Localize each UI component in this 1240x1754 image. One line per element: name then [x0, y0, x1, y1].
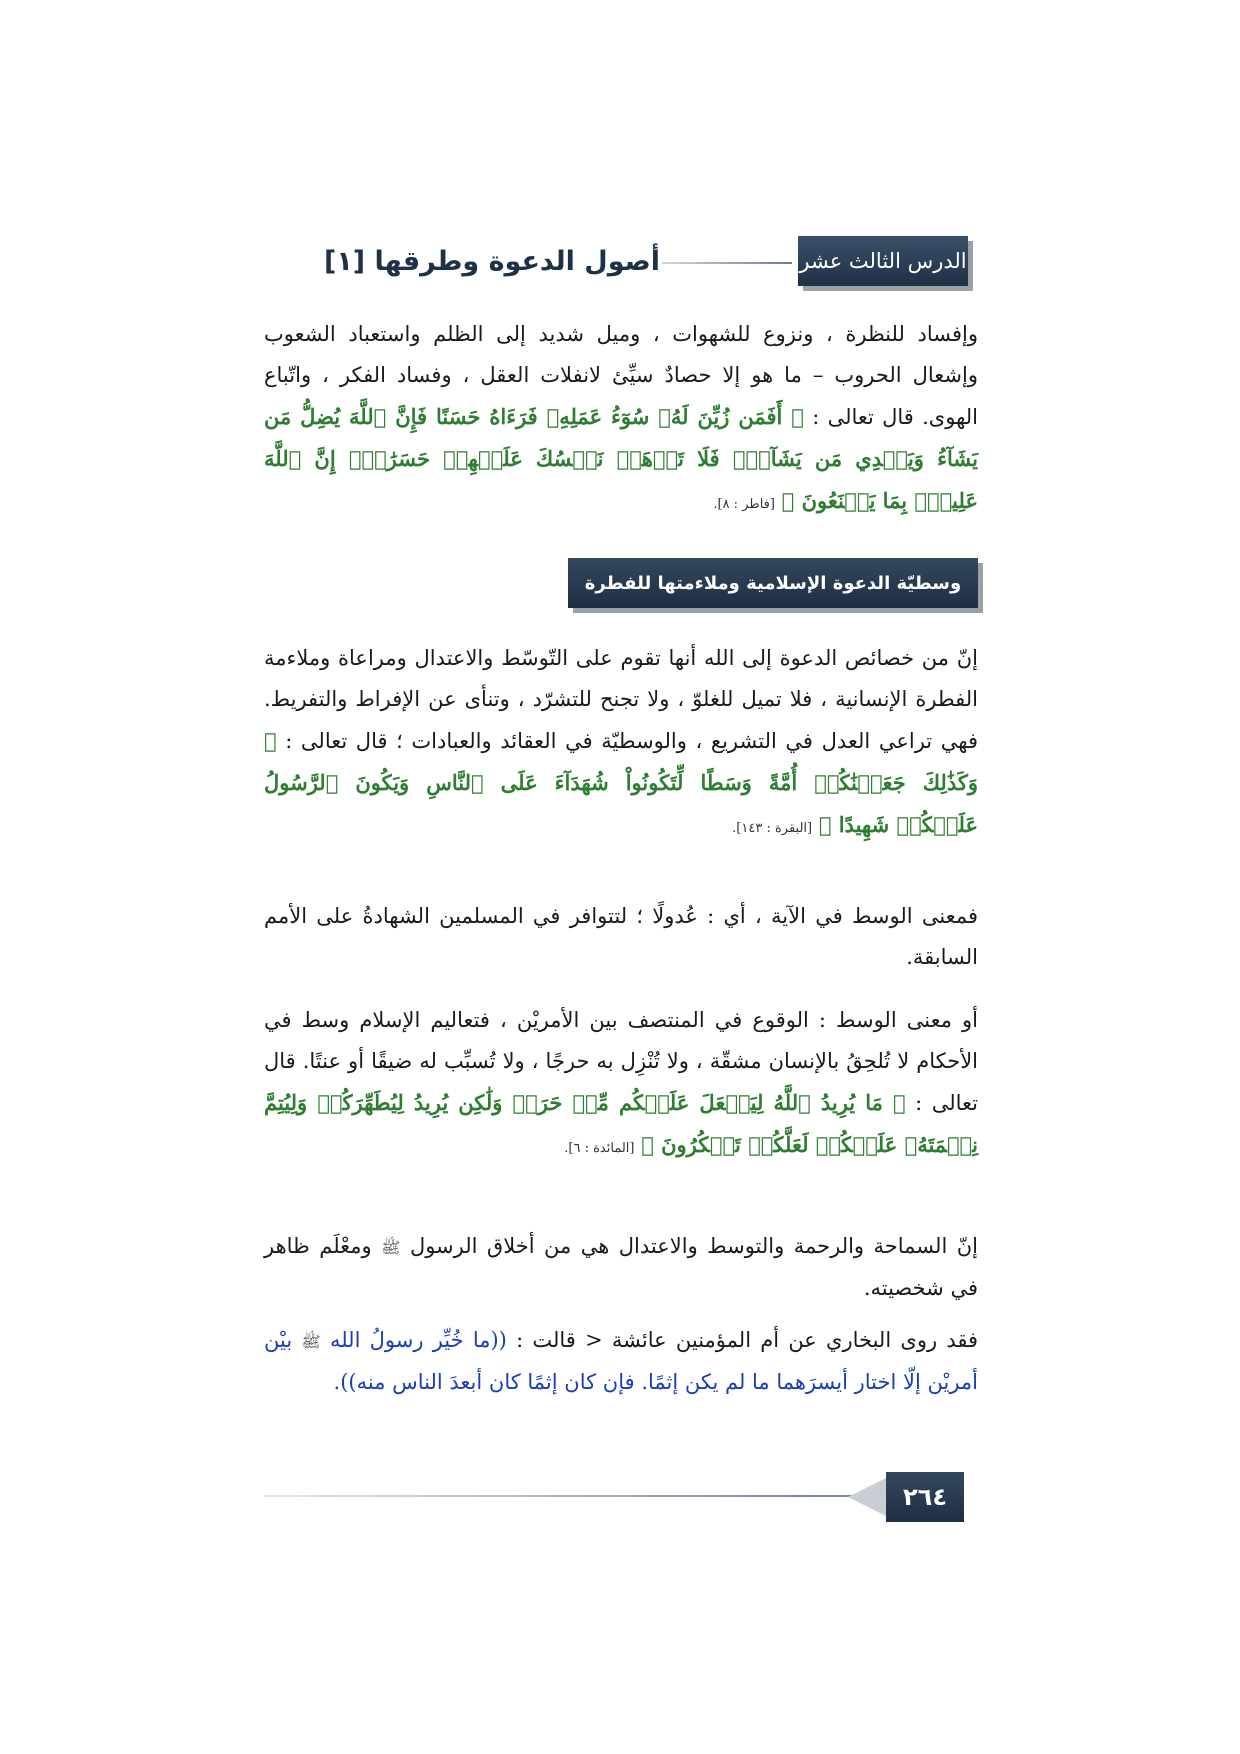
paragraph-6: [264, 1320, 978, 1403]
paragraph-2: [264, 638, 978, 849]
hadith-start: ((ما خُيِّر رسولُ الله: [320, 1328, 507, 1352]
pbuh-symbol-hadith: ﷺ: [301, 1332, 321, 1351]
paragraph-6-text: فقد روى البخاري عن أم المؤمنين عائشة: [602, 1328, 979, 1352]
honorific-symbol: <: [585, 1328, 603, 1352]
header-divider: [662, 262, 792, 264]
paragraph-3-text: فمعنى الوسط في الآية ، أي : عُدولًا ؛ لتتوافر في المسلمين الشهادةُ على الأمم السابقة.: [264, 904, 978, 969]
hadith-end: بيْن أمريْن إلّا اختار أيسرَهما ما لم يكن إثمًا. فإن كان إثمًا كان أبعدَ الناس منه)).: [264, 1328, 978, 1394]
section-heading-text: وسطيّة الدعوة الإسلامية وملاءمتها للفطرة: [584, 572, 962, 594]
paragraph-5-text-after: ومعْلَم ظاهر في شخصيته.: [264, 1234, 978, 1300]
paragraph-3: [264, 896, 978, 978]
paragraph-1-text: وإفساد للنظرة ، ونزوع للشهوات ، وميل شديد إلى الظلم واستعباد الشعوب وإشعال الحروب – ما هو إلا حصادٌ سيِّئ لانفلات العقل ، وفساد الفكر ، واتّباع الهوى. قال تعالى :: [264, 322, 978, 429]
page-number-text: ٢٦٤: [903, 1483, 947, 1511]
pbuh-symbol: ﷺ: [381, 1238, 401, 1257]
verse-reference-fatir: [فاطر : ٨].: [713, 497, 775, 512]
paragraph-4-text: أو معنى الوسط : الوقوع في المنتصف بين الأمريْن ، فتعاليم الإسلام وسط في الأحكام لا تُلحِقُ بالإنسان مشقّة ، ولا تُنْزِل به حرجًا ، ولا تُسبِّب له ضيقًا أو عنتًا. قال تعالى :: [264, 1008, 979, 1115]
paragraph-5-text-before: إنّ السماحة والرحمة والتوسط والاعتدال هي من أخلاق الرسول: [400, 1234, 978, 1258]
quran-verse-maidah: ﴿ مَا يُرِيدُ ٱللَّهُ لِيَجۡعَلَ عَلَيۡكُم مِّنۡ حَرَجٖ وَلَٰكِن يُرِيدُ لِيُطَهِّرَكُمۡ وَلِيُتِمَّ نِعۡمَتَهُۥ عَلَيۡكُمۡ لَعَلَّكُمۡ تَشۡكُرُونَ ﴾: [264, 1090, 978, 1157]
verse-reference-baqarah: [البقرة : ١٤٣].: [732, 821, 813, 836]
paragraph-4: [264, 1000, 978, 1169]
footer-arrow-shape: [848, 1478, 886, 1516]
paragraph-2-text: إنّ من خصائص الدعوة إلى الله أنها تقوم على التّوسّط والاعتدال ومراعاة وملاءمة الفطرة الإنسانية ، فلا تميل للغلوّ ، ولا تجنح للتشرّد ، وتنأى عن الإفراط والتفريط. فهي تراعي العدل في التشريع ، والوسطيّة في العقائد والعبادات ؛ قال تعالى :: [264, 646, 978, 753]
quran-verse-baqarah: ﴿ وَكَذَٰلِكَ جَعَلۡنَٰكُمۡ أُمَّةً وَسَطًا لِّتَكُونُواْ شُهَدَآءَ عَلَى ٱلنَّاسِ وَيَكُونَ ٱلرَّسُولُ عَلَيۡكُمۡ شَهِيدًا ﴾: [264, 728, 978, 837]
lesson-label: الدرس الثالث عشر: [799, 249, 967, 273]
book-title: أصول الدعوة وطرقها [١]: [323, 246, 660, 277]
section-heading: [568, 558, 978, 608]
paragraph-6-text2: قالت :: [506, 1328, 586, 1352]
quran-verse-fatir: ﴿ أَفَمَن زُيِّنَ لَهُۥ سُوٓءُ عَمَلِهِۦ فَرَءَاهُ حَسَنًا فَإِنَّ ٱللَّهَ يُضِلُّ مَن يَشَآءُ وَيَهۡدِي مَن يَشَآءُۖ فَلَا تَذۡهَبۡ نَفۡسُكَ عَلَيۡهِمۡ حَسَرَٰتٍۚ إِنَّ ٱللَّهَ عَلِيمُۢ بِمَا يَصۡنَعُونَ ﴾: [264, 404, 978, 513]
paragraph-5: [264, 1226, 978, 1309]
page-number: [886, 1472, 964, 1522]
footer-divider: [264, 1495, 884, 1497]
paragraph-1: [264, 314, 978, 525]
lesson-badge: [798, 236, 968, 286]
verse-reference-maidah: [المائدة : ٦].: [564, 1141, 635, 1156]
